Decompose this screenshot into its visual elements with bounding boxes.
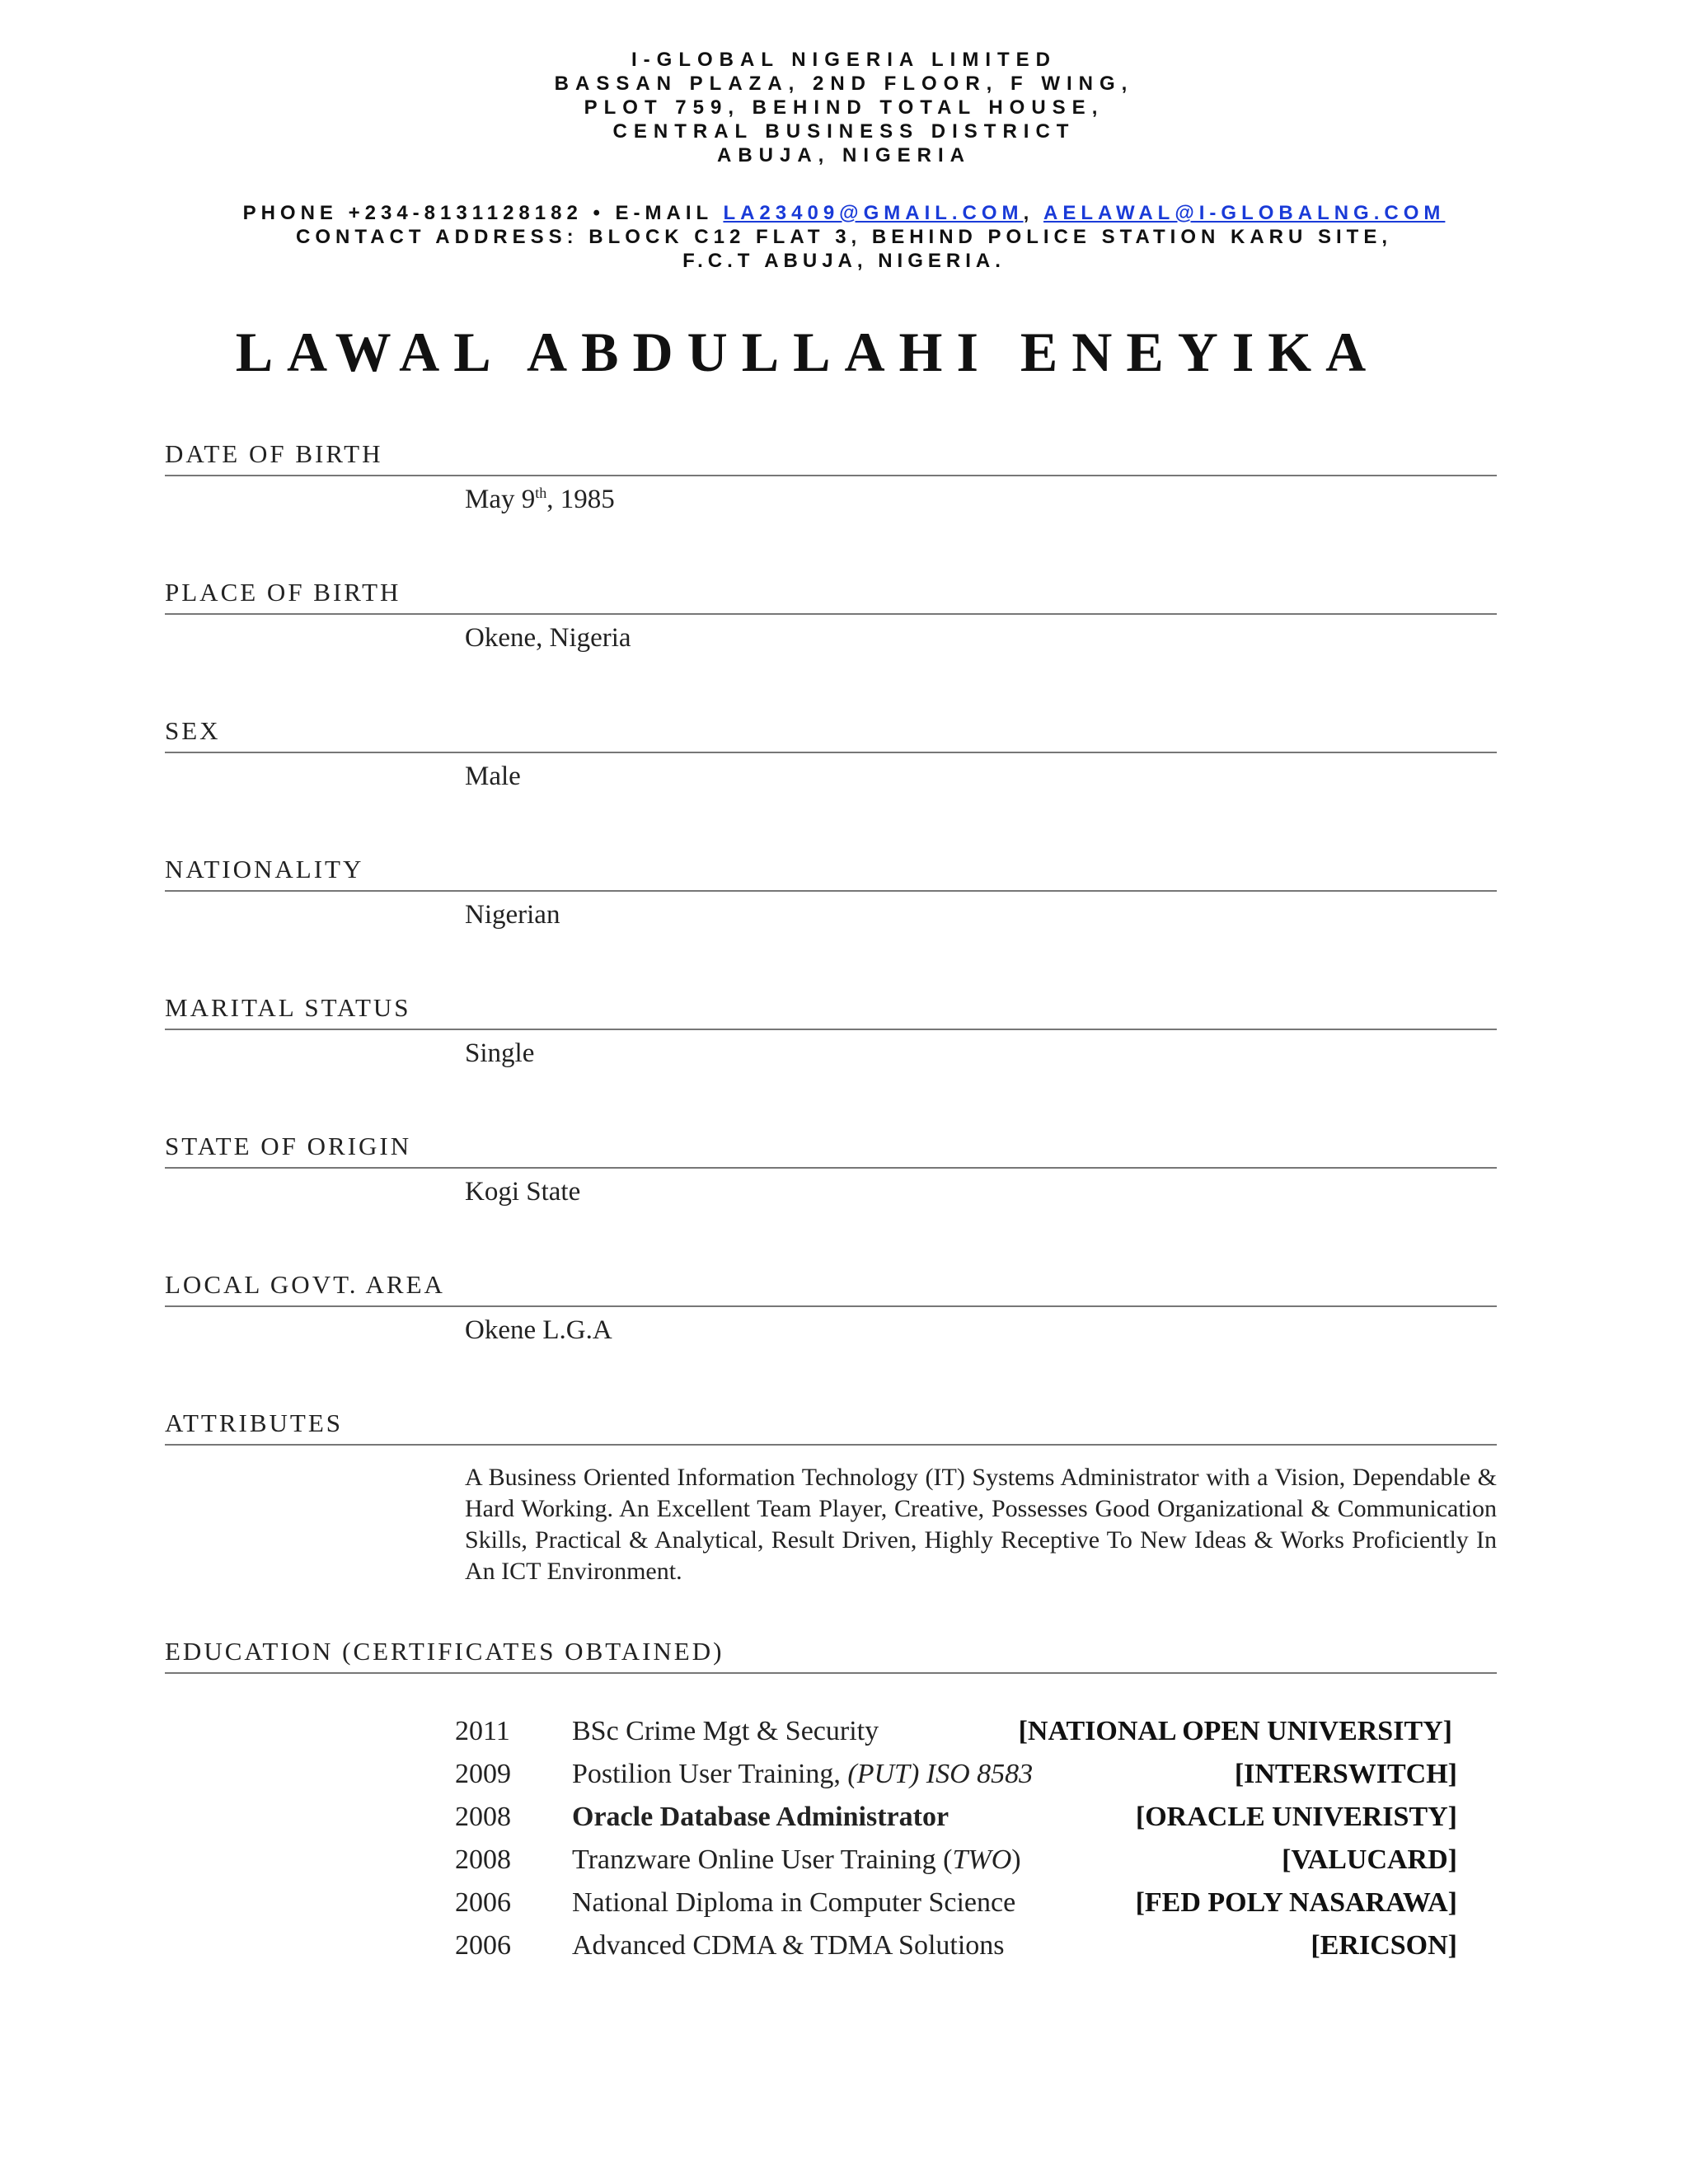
- education-row: [455, 1716, 1457, 1759]
- contact-address-line: CONTACT ADDRESS: BLOCK C12 FLAT 3, BEHIND POLICE STATION KARU SITE,: [295, 226, 1393, 248]
- education-row: [455, 1802, 1457, 1844]
- education-course: Postilion User Training, (PUT) ISO 8583: [572, 1759, 1034, 1789]
- phone-text: PHONE +234-8131128182 • E-MAIL: [242, 202, 724, 224]
- date-of-birth-value: May 9th, 1985: [465, 485, 615, 514]
- section-label-education: EDUCATION (CERTIFICATES OBTAINED): [165, 1637, 724, 1666]
- section-divider: [165, 475, 1497, 476]
- marital-status-value: Single: [465, 1038, 535, 1068]
- company-address-line: CENTRAL BUSINESS DISTRICT: [612, 120, 1076, 143]
- education-year: 2008: [455, 1844, 511, 1875]
- education-year: 2009: [455, 1759, 511, 1789]
- company-address-line: PLOT 759, BEHIND TOTAL HOUSE,: [584, 96, 1104, 119]
- education-institution: [VALUCARD]: [1282, 1844, 1457, 1875]
- section-divider: [165, 890, 1497, 892]
- section-divider: [165, 1167, 1497, 1169]
- sex-value: Male: [465, 762, 521, 791]
- contact-block: [0, 201, 1688, 273]
- section-label-attributes: ATTRIBUTES: [165, 1408, 343, 1437]
- education-course: Oracle Database Administrator: [572, 1802, 950, 1832]
- section-label-nationality: NATIONALITY: [165, 855, 364, 883]
- candidate-name: LAWAL ABDULLAHI ENEYIKA: [235, 321, 1381, 383]
- section-divider: [165, 1672, 1497, 1674]
- contact-address-line: F.C.T ABUJA, NIGERIA.: [682, 250, 1006, 272]
- education-course: Advanced CDMA & TDMA Solutions: [572, 1930, 1005, 1961]
- section-divider: [165, 1444, 1497, 1446]
- education-institution: [INTERSWITCH]: [1234, 1759, 1457, 1789]
- company-address-line: BASSAN PLAZA, 2ND FLOOR, F WING,: [554, 73, 1134, 95]
- email-separator: ,: [1023, 202, 1044, 224]
- section-divider: [165, 752, 1497, 753]
- attributes-paragraph: A Business Oriented Information Technology (IT) Systems Administrator with a Vision, Dependable & Hard Working. An Excellent Team Player, Creative, Possesses Good Organizational & Communication Skills, Practical & Analytical, Result Driven, Highly Receptive To New Ideas & Works Proficiently In An ICT Environment.: [465, 1464, 1497, 1585]
- section-label-state-of-origin: STATE OF ORIGIN: [165, 1132, 412, 1160]
- education-course: Tranzware Online User Training (TWO): [572, 1844, 1021, 1875]
- education-year: 2008: [455, 1802, 511, 1832]
- company-city-line: ABUJA, NIGERIA: [716, 144, 972, 166]
- section-label-lga: LOCAL GOVT. AREA: [165, 1270, 445, 1299]
- state-of-origin-value: Kogi State: [465, 1177, 581, 1207]
- education-institution: [NATIONAL OPEN UNIVERSITY]: [1018, 1716, 1452, 1746]
- education-list: [455, 1716, 1457, 1973]
- nationality-value: Nigerian: [465, 900, 560, 930]
- education-row: [455, 1844, 1457, 1887]
- section-label-sex: SEX: [165, 716, 221, 745]
- education-row: [455, 1930, 1457, 1973]
- education-course: National Diploma in Computer Science: [572, 1887, 1016, 1918]
- lga-value: Okene L.G.A: [465, 1315, 612, 1345]
- section-label-marital-status: MARITAL STATUS: [165, 993, 411, 1022]
- place-of-birth-value: Okene, Nigeria: [465, 623, 631, 653]
- section-label-date-of-birth: DATE OF BIRTH: [165, 439, 383, 468]
- education-row: [455, 1887, 1457, 1930]
- email-link-gmail[interactable]: LA23409@GMAIL.COM: [723, 202, 1024, 224]
- email-link-work[interactable]: AELAWAL@I-GLOBALNG.COM: [1043, 202, 1446, 224]
- company-name: I-GLOBAL NIGERIA LIMITED: [631, 49, 1057, 71]
- section-divider: [165, 613, 1497, 615]
- phone-email-line: [0, 201, 1688, 225]
- education-course: BSc Crime Mgt & Security: [572, 1716, 879, 1746]
- section-divider: [165, 1029, 1497, 1030]
- education-year: 2006: [455, 1887, 511, 1918]
- education-row: [455, 1759, 1457, 1802]
- section-divider: [165, 1305, 1497, 1307]
- education-year: 2011: [455, 1716, 510, 1746]
- education-institution: [FED POLY NASARAWA]: [1135, 1887, 1457, 1918]
- company-header: [0, 48, 1688, 167]
- education-institution: [ERICSON]: [1311, 1930, 1457, 1961]
- section-label-place-of-birth: PLACE OF BIRTH: [165, 578, 401, 607]
- education-year: 2006: [455, 1930, 511, 1961]
- education-institution: [ORACLE UNIVERISTY]: [1135, 1802, 1457, 1832]
